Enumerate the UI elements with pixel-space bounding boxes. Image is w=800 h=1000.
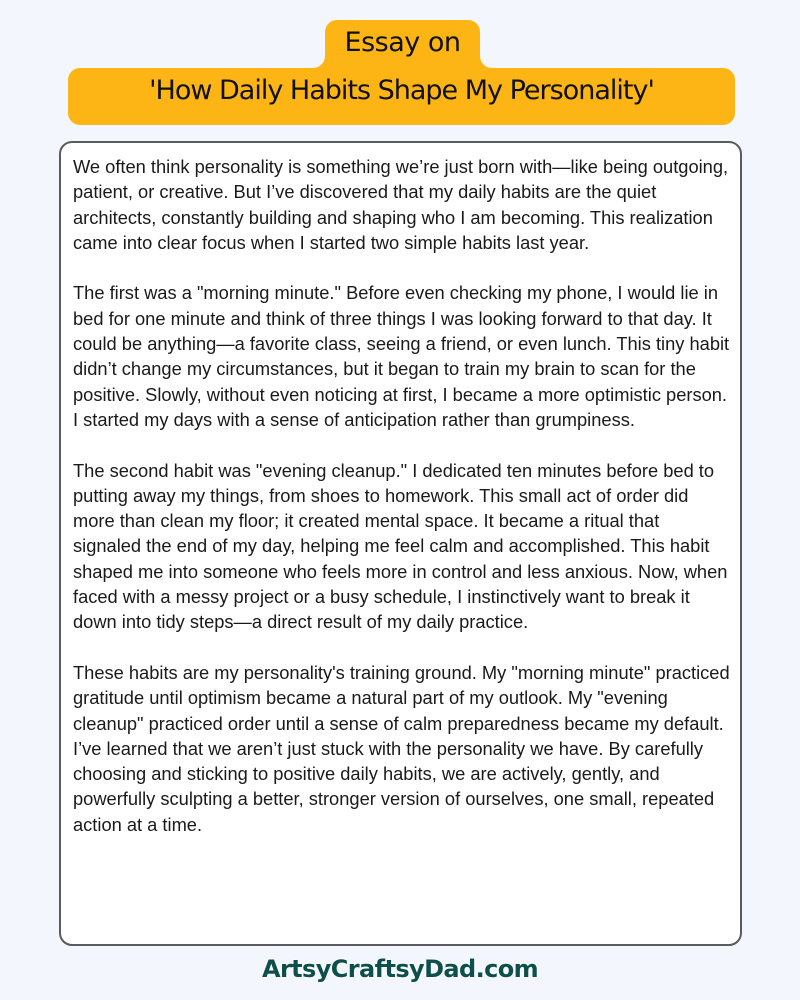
site-footer-credit: ArtsyCraftsyDad.com xyxy=(261,955,539,983)
title-joint-left xyxy=(313,56,325,68)
essay-paragraph-1: We often think personality is something we’re just born with—like being outgoing, patient, or creative. But I’ve discovered that my daily habits are the quiet architects, constantly building and shaping who I am becoming. This realization came into clear focus when I started two simple habits last year. xyxy=(73,156,729,253)
essay-paragraph-3: The second habit was "evening cleanup." I dedicated ten minutes before bed to putting away my things, from shoes to homework. This small act of order did more than clean my floor; it created mental space. It became a ritual that signaled the end of my day, helping me feel calm and accomplished. This habit shaped me into someone who feels more in control and less anxious. Now, when faced with a messy project or a busy schedule, I instinctively want to break it down into tidy steps—a direct result of my daily practice. xyxy=(73,459,728,633)
essay-body xyxy=(59,141,742,946)
title-banner xyxy=(0,0,800,130)
essay-paragraph-2: The first was a "morning minute." Before even checking my phone, I would lie in bed for one minute and think of three things I was looking forward to that day. It could be anything—a favorite class, seeing a friend, or even lunch. This tiny habit didn’t change my circumstances, but it began to train my brain to scan for the positive. Slowly, without even noticing at first, I became a more optimistic person. I started my days with a sense of anticipation rather than grumpiness. xyxy=(73,282,730,430)
title-line-1: Essay on xyxy=(344,27,461,58)
essay-paragraph-4: These habits are my personality's training ground. My "morning minute" practiced gratitude until optimism became a natural part of my outlook. My "evening cleanup" practiced order until a sense of calm preparedness became my default. I’ve learned that we aren’t just stuck with the personality we have. By carefully choosing and sticking to positive daily habits, we are actively, gently, and powerfully sculpting a better, stronger version of ourselves, one small, repeated action at a time. xyxy=(73,661,730,835)
page-title: 'How Daily Habits Shape My Personality' xyxy=(149,75,654,106)
title-joint-right xyxy=(480,56,492,68)
